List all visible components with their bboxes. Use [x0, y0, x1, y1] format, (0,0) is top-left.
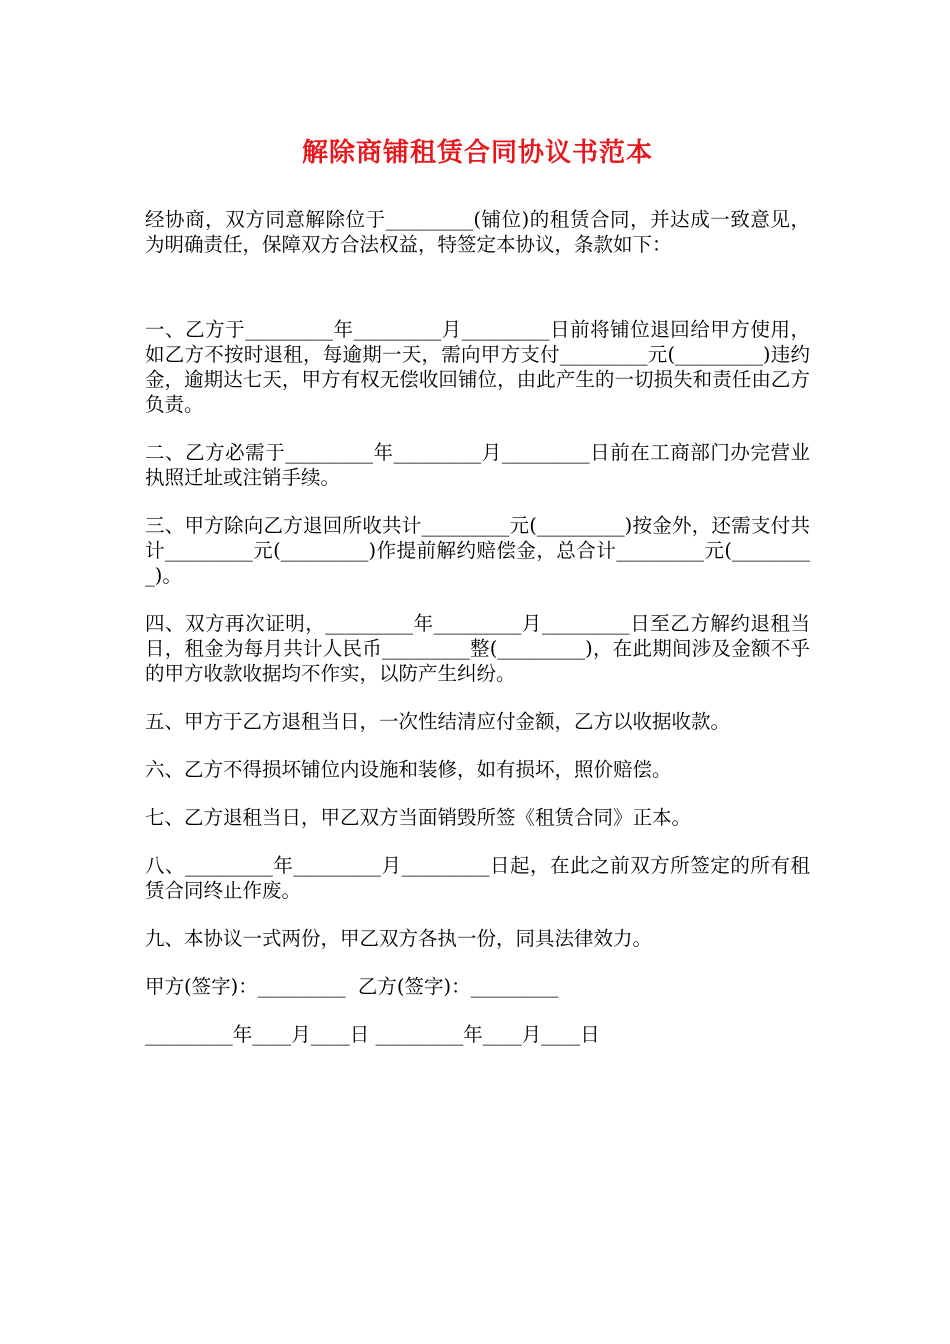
clause-9: 九、本协议一式两份，甲乙双方各执一份，同具法律效力。 — [145, 927, 653, 950]
document-title: 解除商铺租赁合同协议书范本 — [301, 138, 653, 168]
clause-8: 八、_________年_________月_________日起，在此之前双方所签定的所有租赁合同终止作废。 — [145, 854, 810, 902]
intro-paragraph: 经协商，双方同意解除位于_________(铺位)的租赁合同，并达成一致意见，为明确责任，保障双方合法权益，特签定本协议，条款如下： — [145, 208, 810, 256]
clause-1: 一、乙方于_________年_________月_________日前将铺位退回给甲方使用，如乙方不按时退租，每逾期一天，需向甲方支付_________元(_________)违约金，逾期达七天，甲方有权无偿收回铺位，由此产生的一切损失和责任由乙方负责。 — [145, 318, 810, 416]
signature-line: 甲方(签字)：_________ 乙方(签字)：_________ — [145, 975, 559, 998]
clause-7: 七、乙方退租当日，甲乙双方当面销毁所签《租赁合同》正本。 — [145, 806, 692, 829]
clause-5: 五、甲方于乙方退租当日，一次性结清应付金额，乙方以收据收款。 — [145, 710, 731, 733]
clause-6: 六、乙方不得损坏铺位内设施和装修，如有损坏，照价赔偿。 — [145, 758, 672, 781]
clause-4: 四、双方再次证明，_________年_________月_________日至乙方解约退租当日，租金为每月共计人民币_________整(_________)，在此期间涉及金额不乎的甲方收款收据均不作实，以防产生纠纷。 — [145, 612, 810, 685]
clause-2: 二、乙方必需于_________年_________月_________日前在工商部门办完营业执照迁址或注销手续。 — [145, 441, 810, 489]
date-line: _________年____月____日 _________年____月____日 — [145, 1023, 600, 1046]
document-page — [145, 120, 810, 1047]
clause-3: 三、甲方除向乙方退回所收共计_________元(_________)按金外，还需支付共计_________元(_________)作提前解约赔偿金，总合计_________元(_________)。 — [145, 514, 810, 587]
